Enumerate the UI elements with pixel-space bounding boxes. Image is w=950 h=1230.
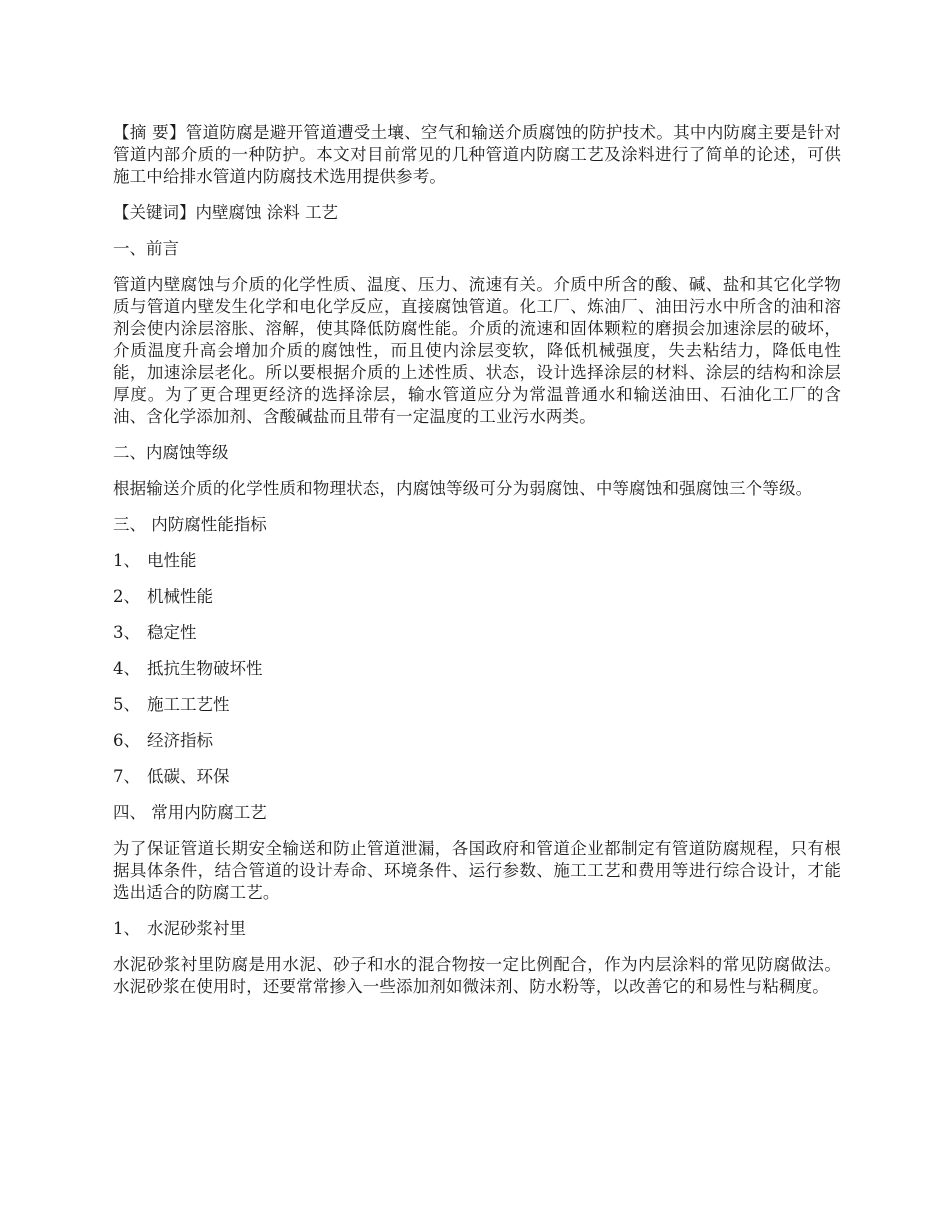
list-item-text: 低碳、环保 xyxy=(147,767,230,786)
list-item-text: 机械性能 xyxy=(147,587,213,606)
list-item-bio-resistance xyxy=(113,658,841,680)
section-3-heading: 三、 内防腐性能指标 xyxy=(113,515,267,534)
list-item-number: 7、 xyxy=(113,767,140,786)
list-item-economics xyxy=(113,730,841,752)
list-item-workability xyxy=(113,694,841,716)
list-item-number: 5、 xyxy=(113,695,140,714)
subsection-number: 1、 xyxy=(113,919,140,938)
list-item-eco-friendly xyxy=(113,766,841,788)
abstract-paragraph: 【摘 要】管道防腐是避开管道遭受土壤、空气和输送介质腐蚀的防护技术。其中内防腐主要是针对管道内部介质的一种防护。本文对目前常见的几种管道内防腐工艺及涂料进行了简单的论述，可供施工中给排水管道内防腐技术选用提供参考。 xyxy=(113,123,841,186)
list-item-number: 4、 xyxy=(113,659,140,678)
list-item-text: 电性能 xyxy=(147,551,197,570)
document-page xyxy=(113,122,841,1012)
list-item-text: 稳定性 xyxy=(147,623,197,642)
keywords-line: 【关键词】内壁腐蚀 涂料 工艺 xyxy=(113,203,338,222)
list-item-electrical xyxy=(113,550,841,572)
list-item-number: 3、 xyxy=(113,623,140,642)
section-2-paragraph: 根据输送介质的化学性质和物理状态，内腐蚀等级可分为弱腐蚀、中等腐蚀和强腐蚀三个等级。 xyxy=(113,479,813,498)
subsection-4-1-paragraph: 水泥砂浆衬里防腐是用水泥、砂子和水的混合物按一定比例配合，作为内层涂料的常见防腐做法。水泥砂浆在使用时，还要常常掺入一些添加剂如微沫剂、防水粉等，以改善它的和易性与粘稠度。 xyxy=(113,955,841,996)
list-item-number: 2、 xyxy=(113,587,140,606)
subsection-4-1-heading xyxy=(113,918,841,940)
section-4-paragraph: 为了保证管道长期安全输送和防止管道泄漏，各国政府和管道企业都制定有管道防腐规程，只有根据具体条件，结合管道的设计寿命、环境条件、运行参数、施工工艺和费用等进行综合设计，才能选出适合的防腐工艺。 xyxy=(113,839,841,902)
list-item-stability xyxy=(113,622,841,644)
section-2-heading: 二、内腐蚀等级 xyxy=(113,443,229,462)
list-item-mechanical xyxy=(113,586,841,608)
list-item-text: 经济指标 xyxy=(147,731,213,750)
list-item-text: 抵抗生物破坏性 xyxy=(147,659,263,678)
list-item-number: 1、 xyxy=(113,551,140,570)
section-1-heading: 一、前言 xyxy=(113,239,179,258)
list-item-number: 6、 xyxy=(113,731,140,750)
section-4-heading: 四、 常用内防腐工艺 xyxy=(113,803,267,822)
section-1-paragraph: 管道内壁腐蚀与介质的化学性质、温度、压力、流速有关。介质中所含的酸、碱、盐和其它化学物质与管道内壁发生化学和电化学反应，直接腐蚀管道。化工厂、炼油厂、油田污水中所含的油和溶剂会使内涂层溶胀、溶解，使其降低防腐性能。介质的流速和固体颗粒的磨损会加速涂层的破坏，介质温度升高会增加介质的腐蚀性，而且使内涂层变软，降低机械强度，失去粘结力，降低电性能，加速涂层老化。所以要根据介质的上述性质、状态，设计选择涂层的材料、涂层的结构和涂层厚度。为了更合理更经济的选择涂层，输水管道应分为常温普通水和输送油田、石油化工厂的含油、含化学添加剂、含酸碱盐而且带有一定温度的工业污水两类。 xyxy=(113,275,841,426)
list-item-text: 施工工艺性 xyxy=(147,695,230,714)
subsection-title: 水泥砂浆衬里 xyxy=(147,919,246,938)
